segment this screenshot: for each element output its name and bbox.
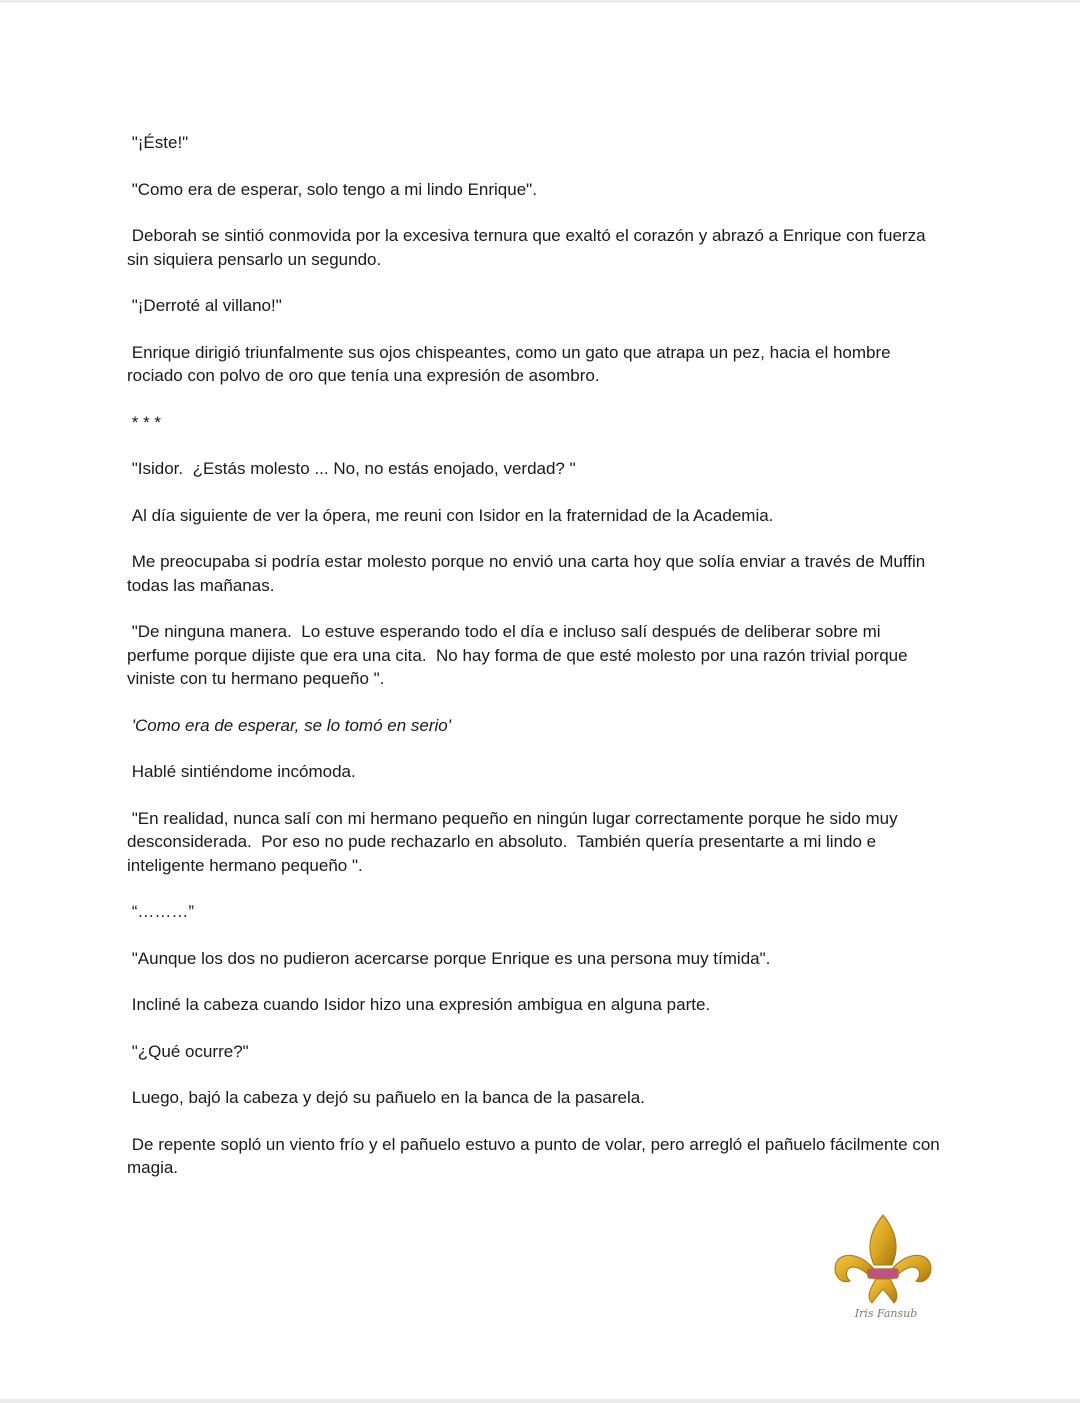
paragraph: "Aunque los dos no pudieron acercarse porque Enrique es una persona muy tímida". [127, 948, 771, 968]
paragraph: "Isidor. ¿Estás molesto ... No, no estás enojado, verdad? " [127, 459, 576, 478]
paragraph: "En realidad, nunca salí con mi hermano pequeño en ningún lugar correctamente porque he sido muy desconsiderada. Por eso no pude rechazarlo en absoluto. También quería presentarte a mi lindo e inteligente hermano pequeño ". [127, 808, 903, 875]
paragraph: "¿Qué ocurre?" [127, 1041, 249, 1061]
paragraph: Al día siguiente de ver la ópera, me reuni con Isidor en la fraternidad de la Academia. [127, 505, 774, 525]
paragraph: Me preocupaba si podría estar molesto porque no envió una carta hoy que solía enviar a través de Muffin todas las mañanas. [127, 552, 930, 595]
scene-break: * * * [127, 412, 162, 432]
paragraph: "De ninguna manera. Lo estuve esperando todo el día e incluso salí después de deliberar sobre mi perfume porque dijiste que era una cita. No hay forma de que esté molesto por una razón trivial porque viniste con tu hermano pequeño ". [127, 622, 913, 688]
paragraph-italic-thought: 'Como era de esperar, se lo tomó en serio' [127, 715, 451, 735]
paragraph: Hablé sintiéndome incómoda. [127, 762, 356, 781]
document-body [127, 131, 947, 1203]
paragraph: "Como era de esperar, solo tengo a mi lindo Enrique". [127, 179, 537, 199]
paragraph: "¡Éste!" [127, 133, 189, 152]
paragraph: De repente sopló un viento frío y el pañuelo estuvo a punto de volar, pero arregló el pañuelo fácilmente con magia. [127, 1134, 945, 1177]
document-page [0, 3, 1080, 1399]
paragraph: "¡Derroté al villano!" [127, 296, 282, 315]
paragraph: Incliné la cabeza cuando Isidor hizo una expresión ambigua en alguna parte. [127, 995, 711, 1014]
paragraph: Deborah se sintió conmovida por la excesiva ternura que exaltó el corazón y abrazó a Enrique con fuerza sin siquiera pensarlo un segundo. [127, 226, 931, 269]
paragraph: Enrique dirigió triunfalmente sus ojos chispeantes, como un gato que atrapa un pez, hacia el hombre rociado con polvo de oro que tenía una expresión de asombro. [127, 342, 896, 385]
paragraph: Luego, bajó la cabeza y dejó su pañuelo en la banca de la pasarela. [127, 1088, 645, 1107]
paragraph: “………” [127, 902, 195, 921]
signature: Iris Fansub [854, 1307, 918, 1320]
